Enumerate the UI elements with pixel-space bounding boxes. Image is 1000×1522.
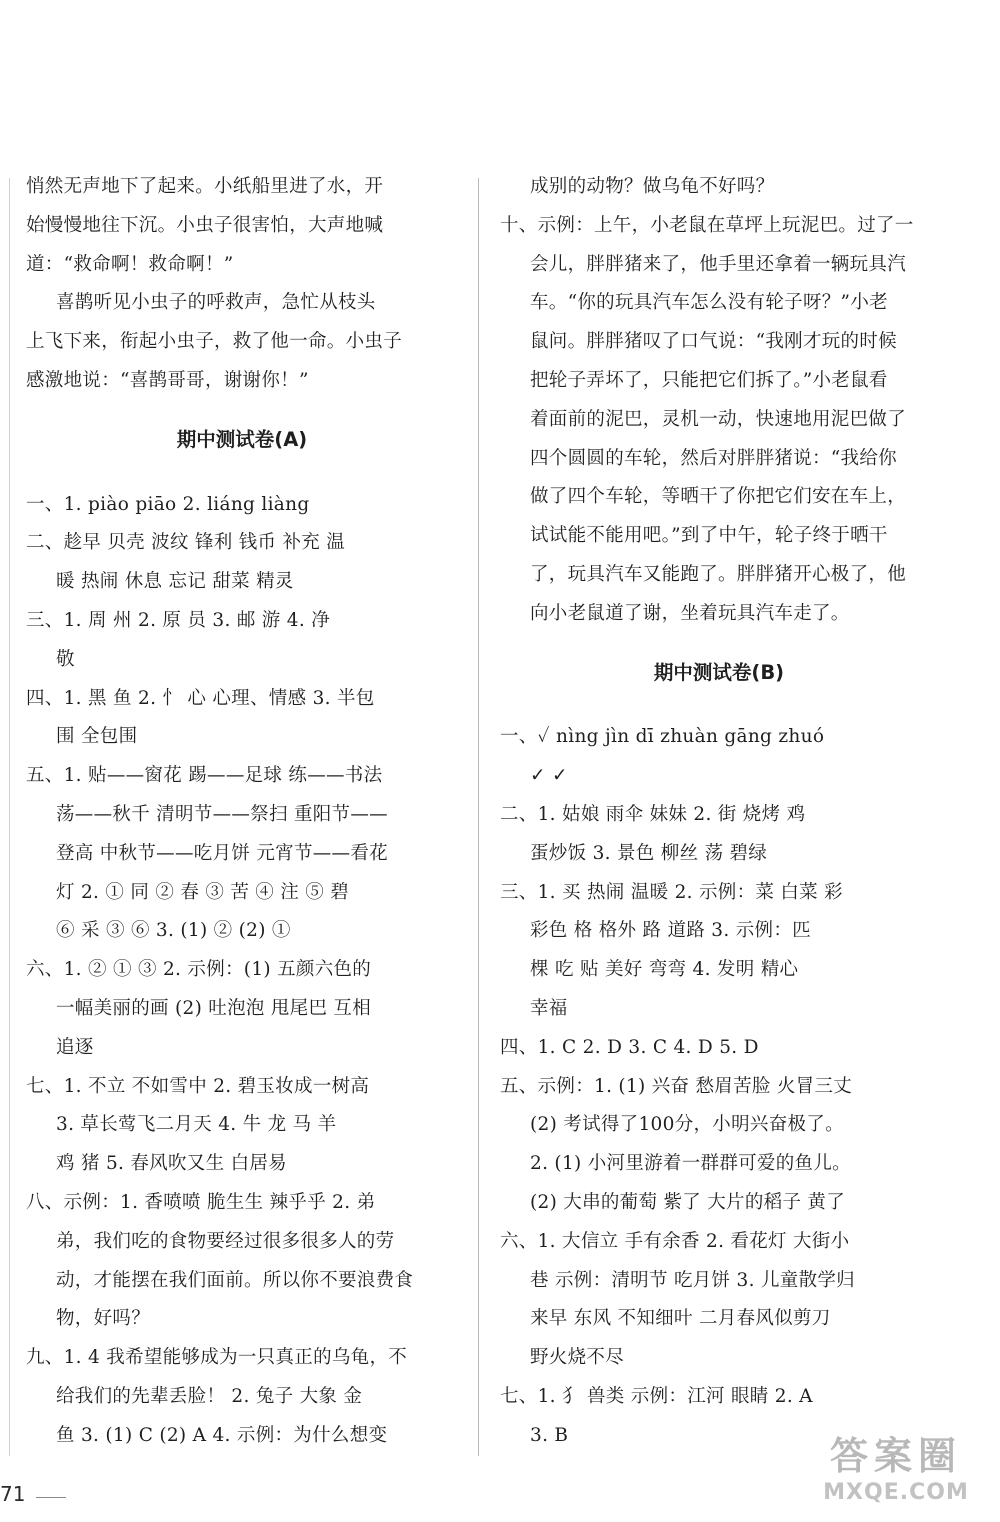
answer-line: 鸡 猪 5. 春风吹又生 白居易	[56, 1153, 287, 1175]
answer-line: 八、示例：1. 香喷喷 脆生生 辣乎乎 2. 弟	[26, 1191, 376, 1213]
answer-line: 给我们的先辈丢脸！ 2. 兔子 大象 金	[56, 1385, 363, 1407]
right-column	[500, 168, 938, 1456]
answer-line: 动，才能摆在我们面前。所以你不要浪费食	[56, 1269, 414, 1291]
answer-line: 五、示例：1. (1) 兴奋 愁眉苦脸 火冒三丈	[500, 1075, 853, 1097]
left-column	[26, 168, 458, 1456]
text-line: 做了四个车轮，等晒干了你把它们安在车上，	[530, 486, 907, 508]
text-line: 上飞下来，衔起小虫子，救了他一命。小虫子	[26, 331, 403, 353]
answer-line: 九、1. 4 我希望能够成为一只真正的乌龟，不	[26, 1347, 408, 1369]
answer-line: (2) 大串的葡萄 紫了 大片的稻子 黄了	[530, 1191, 846, 1213]
answer-line: 2. (1) 小河里游着一群群可爱的鱼儿。	[530, 1153, 851, 1175]
watermark-title: 答案圈	[829, 1434, 962, 1478]
watermark-url: MXQE.COM	[823, 1480, 969, 1505]
watermark-logo	[796, 1434, 996, 1520]
answer-line: 三、1. 周 州 2. 原 员 3. 邮 游 4. 净	[26, 609, 331, 631]
answer-line: 巷 示例：清明节 吃月饼 3. 儿童散学归	[530, 1269, 855, 1291]
answer-line: 3. 草长莺飞二月天 4. 牛 龙 马 羊	[56, 1114, 337, 1136]
answer-line: ✓ ✓	[530, 765, 568, 787]
text-line: 着面前的泥巴，灵机一动，快速地用泥巴做了	[530, 408, 907, 430]
answer-line: 七、1. 不立 不如雪中 2. 碧玉妆成一树高	[26, 1075, 370, 1097]
answer-line: 二、趁早 贝壳 波纹 锋利 钱币 补充 温	[26, 532, 346, 554]
text-line: 会儿，胖胖猪来了，他手里还拿着一辆玩具汽	[530, 253, 907, 275]
answer-line: 一幅美丽的画 (2) 吐泡泡 甩尾巴 互相	[56, 997, 372, 1019]
answer-line: 六、1. 大信立 手有余香 2. 看花灯 大街小	[500, 1230, 850, 1252]
answer-line: 登高 中秋节——吃月饼 元宵节——看花	[56, 842, 388, 864]
text-line: 试试能不能用吧。”到了中午，轮子终于晒干	[530, 525, 888, 547]
answer-line: 弟，我们吃的食物要经过很多很多人的劳	[56, 1230, 395, 1252]
answer-line: 五、1. 贴——窗花 踢——足球 练——书法	[26, 765, 383, 787]
text-line: 把轮子弄坏了，只能把它们拆了。”小老鼠看	[530, 369, 888, 391]
answer-line: 三、1. 买 热闹 温暖 2. 示例：菜 白菜 彩	[500, 881, 843, 903]
answer-line: ⑥ 采 ③ ⑥ 3. (1) ② (2) ①	[56, 920, 291, 942]
section-heading-b: 期中测试卷(B)	[653, 660, 785, 684]
answer-line: 棵 吃 贴 美好 弯弯 4. 发明 精心	[530, 959, 799, 981]
page-number: 71	[0, 1482, 26, 1506]
text-line: 鼠问。胖胖猪叹了口气说：“我刚才玩的时候	[530, 331, 897, 353]
text-line: 成别的动物？做乌龟不好吗？	[530, 176, 775, 197]
text-line: 四个圆圆的车轮，然后对胖胖猪说：“我给你	[530, 447, 897, 469]
answer-line: 敬	[56, 648, 75, 670]
answer-line: 幸福	[530, 997, 568, 1019]
answer-line: 七、1. 犭 兽类 示例：江河 眼睛 2. A	[500, 1385, 813, 1407]
answer-line: 灯 2. ① 同 ② 春 ③ 苦 ④ 注 ⑤ 碧	[56, 881, 350, 903]
answer-line: 一、1. piào piāo 2. liáng liàng	[26, 493, 310, 515]
answer-line: 四、1. 黑 鱼 2. 忄 心 心理、情感 3. 半包	[26, 687, 375, 709]
answer-line: 二、1. 姑娘 雨伞 妹妹 2. 街 烧烤 鸡	[500, 803, 806, 825]
text-line: 感激地说：“喜鹊哥哥，谢谢你！”	[26, 369, 309, 391]
answer-line: 追逐	[56, 1036, 94, 1058]
answer-line: 荡——秋千 清明节——祭扫 重阳节——	[56, 803, 388, 825]
answer-line: 野火烧不尽	[530, 1347, 625, 1369]
answer-line: 物，好吗？	[56, 1308, 151, 1330]
text-line: 始慢慢地往下沉。小虫子很害怕，大声地喊	[26, 214, 384, 236]
page-number-dash	[36, 1497, 66, 1498]
answer-line: 鱼 3. (1) C (2) A 4. 示例：为什么想变	[56, 1424, 388, 1446]
text-line: 车。“你的玩具汽车怎么没有轮子呀？”小老	[530, 292, 888, 314]
text-line: 道：“救命啊！救命啊！”	[26, 253, 234, 275]
answer-line: 彩色 格 格外 路 道路 3. 示例：匹	[530, 920, 811, 942]
column-divider	[478, 178, 479, 1456]
answer-line: 四、1. C 2. D 3. C 4. D 5. D	[500, 1036, 759, 1058]
answer-line: 六、1. ② ① ③ 2. 示例：(1) 五颜六色的	[26, 959, 372, 981]
answer-line: 蛋炒饭 3. 景色 柳丝 荡 碧绿	[530, 842, 768, 864]
text-line: 悄然无声地下了起来。小纸船里进了水，开	[26, 176, 384, 197]
left-margin-line	[9, 178, 10, 1456]
answer-line: 3. B	[530, 1424, 569, 1446]
answer-line: (2) 考试得了100分，小明兴奋极了。	[530, 1114, 844, 1136]
answer-line: 暖 热闹 休息 忘记 甜菜 精灵	[56, 571, 294, 593]
text-line: 喜鹊听见小虫子的呼救声，急忙从枝头	[56, 292, 376, 314]
text-line: 了，玩具汽车又能跑了。胖胖猪开心极了，他	[530, 563, 907, 585]
text-line: 向小老鼠道了谢，坐着玩具汽车走了。	[530, 602, 850, 624]
section-heading-a: 期中测试卷(A)	[176, 427, 308, 451]
answer-line: 围 全包围	[56, 726, 138, 748]
answer-line: 来早 东风 不知细叶 二月春风似剪刀	[530, 1308, 831, 1330]
text-line: 十、示例：上午，小老鼠在草坪上玩泥巴。过了一	[500, 214, 914, 236]
answer-line: 一、✓ nìng jìn dī zhuàn gāng zhuó	[500, 726, 825, 748]
